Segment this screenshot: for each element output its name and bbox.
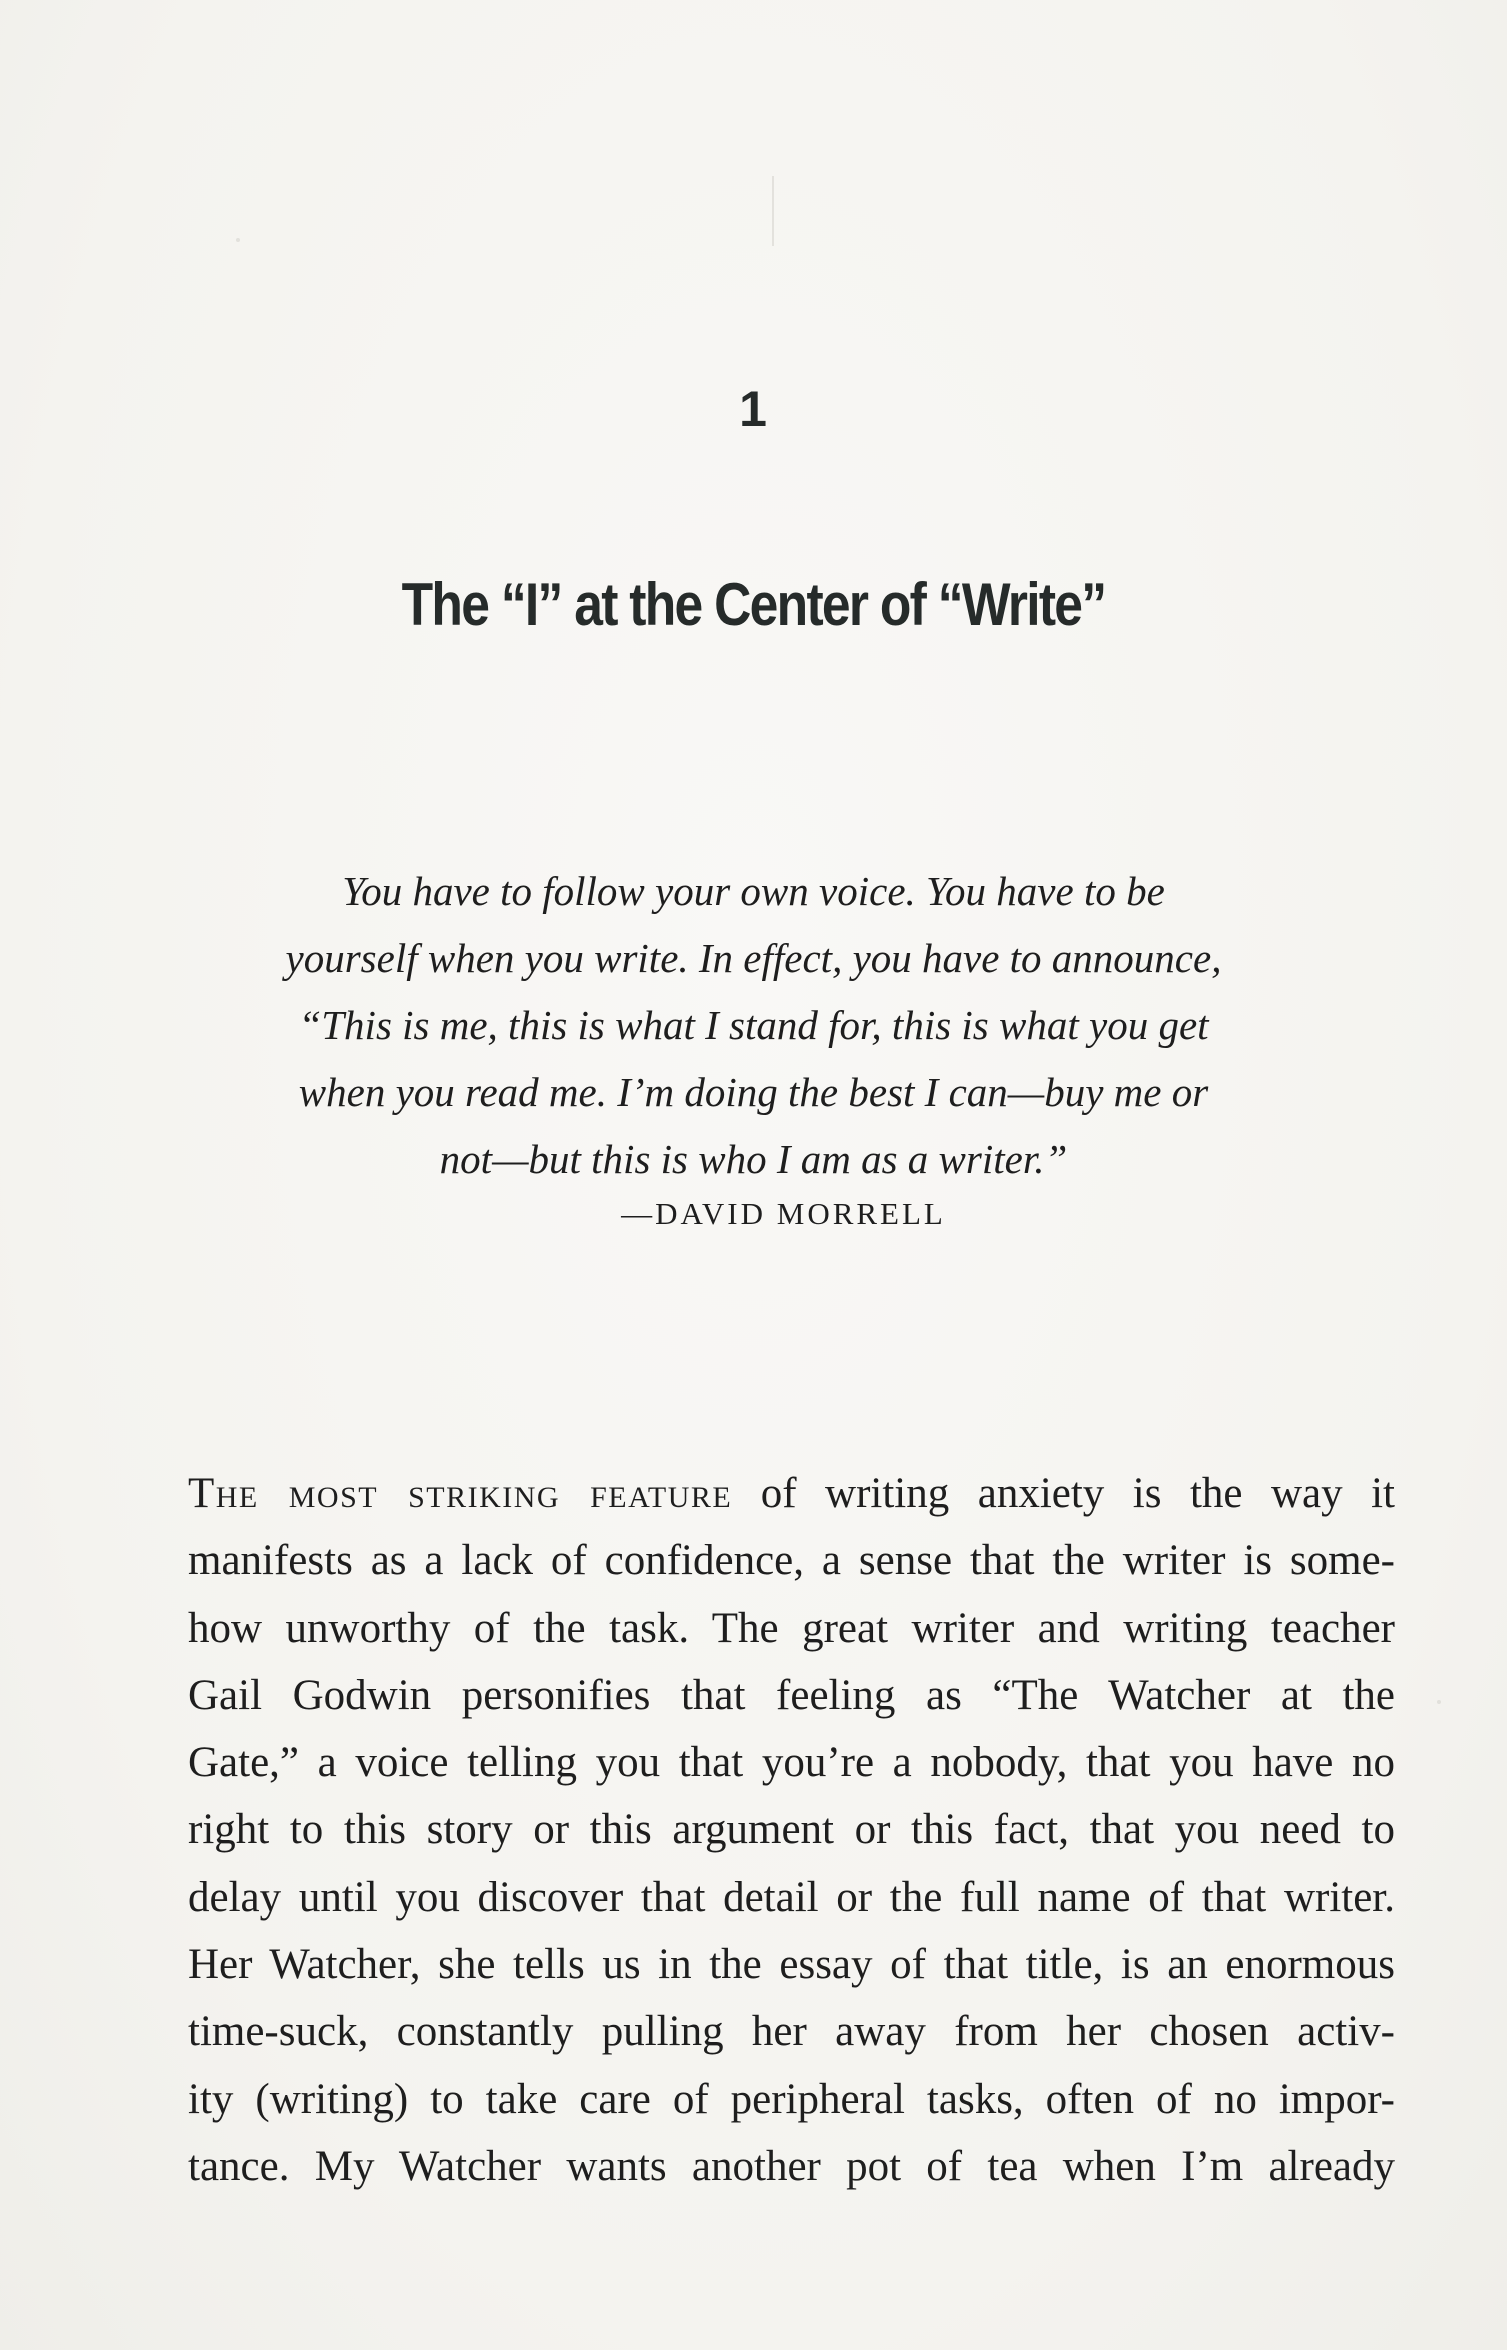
epigraph-line: when you read me. I’m doing the best I can—buy me or xyxy=(298,1069,1209,1115)
scan-speck xyxy=(236,238,240,242)
body-line: right to this story or this argument or this fact, that you need to xyxy=(188,1806,1395,1854)
first-line-text: of writing anxiety is the way it xyxy=(732,1470,1396,1517)
epigraph-line: yourself when you write. In effect, you have to announce, xyxy=(285,935,1222,981)
body-line: how unworthy of the task. The great writer and writing teacher xyxy=(188,1604,1395,1652)
body-line xyxy=(188,1460,1395,1527)
body-line: tance. My Watcher wants another pot of tea when I’m already xyxy=(188,2142,1395,2190)
epigraph-line: “This is me, this is what I stand for, this is what you get xyxy=(298,1002,1209,1048)
epigraph-line: You have to follow your own voice. You have to be xyxy=(342,868,1165,914)
epigraph xyxy=(200,858,1307,1193)
scan-speck xyxy=(772,176,774,246)
chapter-title: The “I” at the Center of “Write” xyxy=(401,571,1106,638)
body-line: Her Watcher, she tells us in the essay of that title, is an enormous xyxy=(188,1941,1395,1989)
chapter-number: 1 xyxy=(739,381,768,437)
body-line: time-suck, constantly pulling her away from her chosen activ- xyxy=(188,2008,1395,2056)
epigraph-line: not—but this is who I am as a writer.” xyxy=(439,1136,1068,1182)
scan-speck xyxy=(1437,1700,1441,1704)
body-line: manifests as a lack of confidence, a sense that the writer is some- xyxy=(188,1537,1395,1585)
body-line: delay until you discover that detail or the full name of that writer. xyxy=(188,1873,1395,1921)
body-line: Gate,” a voice telling you that you’re a nobody, that you have no xyxy=(188,1739,1395,1787)
lead-in-smallcaps: The most striking feature xyxy=(188,1470,733,1517)
body-line: ity (writing) to take care of peripheral tasks, often of no impor- xyxy=(188,2075,1395,2123)
body-paragraph xyxy=(188,1460,1395,2200)
epigraph-attribution: —DAVID MORRELL xyxy=(621,1196,946,1231)
body-line: Gail Godwin personifies that feeling as “The Watcher at the xyxy=(188,1671,1395,1719)
